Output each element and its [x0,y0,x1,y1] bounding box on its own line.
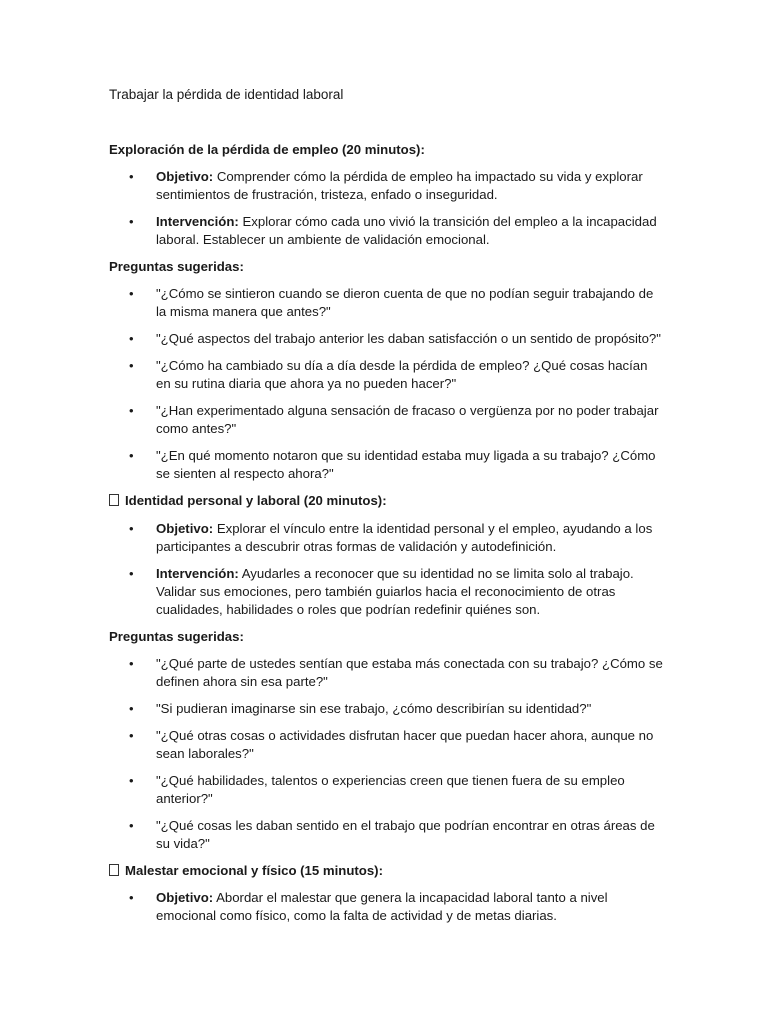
list-item [0,213,768,249]
question-item [0,700,768,718]
question-item [0,817,768,853]
question-text: "¿Cómo se sintieron cuando se dieron cuenta de que no podían seguir trabajando de la misma manera que antes?" [156,286,654,319]
list-item [0,168,768,204]
section2-questions-list [0,655,768,862]
question-item [0,402,768,438]
item-label: Objetivo: [156,169,214,184]
section1-items-list [0,168,768,258]
bullet-icon: • [129,286,134,301]
question-item [0,655,768,691]
questions-heading-2: Preguntas sugeridas: [109,629,244,644]
question-text: "¿En qué momento notaron que su identidad estaba muy ligada a su trabajo? ¿Cómo se sienten al respecto ahora?" [156,448,656,481]
missing-glyph-icon [109,494,119,506]
item-label: Objetivo: [156,890,214,905]
question-text: "¿Cómo ha cambiado su día a día desde la pérdida de empleo? ¿Qué cosas hacían en su rutina diaria que ahora ya no pueden hacer?" [156,358,648,391]
item-text: Abordar el malestar que genera la incapacidad laboral tanto a nivel emocional como físico, como la falta de actividad y de metas diarias. [156,890,608,923]
bullet-icon: • [129,403,134,418]
section-heading-exploracion: Exploración de la pérdida de empleo (20 minutos): [109,142,425,157]
missing-glyph-icon [109,864,119,876]
section-heading-identidad: Identidad personal y laboral (20 minutos): [109,492,387,510]
bullet-icon: • [129,521,134,536]
list-item [0,565,768,619]
item-text: Comprender cómo la pérdida de empleo ha impactado su vida y explorar sentimientos de frustración, tristeza, enfado o inseguridad. [156,169,643,202]
question-text: "Si pudieran imaginarse sin ese trabajo, ¿cómo describirían su identidad?" [156,701,592,716]
item-label: Intervención: [156,214,239,229]
question-item [0,447,768,483]
bullet-icon: • [129,890,134,905]
document-title: Trabajar la pérdida de identidad laboral [109,87,344,102]
bullet-icon: • [129,566,134,581]
bullet-icon: • [129,214,134,229]
item-label: Objetivo: [156,521,214,536]
section1-questions-list [0,285,768,492]
bullet-icon: • [129,701,134,716]
item-text: Ayudarles a reconocer que su identidad no se limita solo al trabajo. Validar sus emociones, pero también guiarlos hacia el reconocimiento de otras cualidades, habilidades o roles que podrían redefinir quiénes son. [156,566,634,617]
section3-items-list [0,889,768,934]
question-text: "¿Qué cosas les daban sentido en el trabajo que podrían encontrar en otras áreas de su vida?" [156,818,655,851]
item-text: Explorar cómo cada uno vivió la transición del empleo a la incapacidad laboral. Establecer un ambiente de validación emocional. [156,214,657,247]
question-text: "¿Qué habilidades, talentos o experiencias creen que tienen fuera de su empleo anterior?" [156,773,625,806]
question-item [0,772,768,808]
question-item [0,330,768,348]
list-item [0,889,768,925]
section-heading-malestar: Malestar emocional y físico (15 minutos): [109,862,383,880]
bullet-icon: • [129,773,134,788]
bullet-icon: • [129,728,134,743]
bullet-icon: • [129,448,134,463]
bullet-icon: • [129,656,134,671]
item-text: Explorar el vínculo entre la identidad personal y el empleo, ayudando a los participantes a descubrir otras formas de validación y autodefinición. [156,521,653,554]
question-item [0,727,768,763]
question-text: "¿Han experimentado alguna sensación de fracaso o vergüenza por no poder trabajar como antes?" [156,403,659,436]
question-item [0,285,768,321]
question-text: "¿Qué aspectos del trabajo anterior les daban satisfacción o un sentido de propósito?" [156,331,661,346]
section2-items-list [0,520,768,628]
question-text: "¿Qué otras cosas o actividades disfrutan hacer que puedan hacer ahora, aunque no sean laborales?" [156,728,654,761]
questions-heading-1: Preguntas sugeridas: [109,259,244,274]
question-text: "¿Qué parte de ustedes sentían que estaba más conectada con su trabajo? ¿Cómo se definen ahora sin esa parte?" [156,656,663,689]
bullet-icon: • [129,818,134,833]
bullet-icon: • [129,358,134,373]
list-item [0,520,768,556]
question-item [0,357,768,393]
item-label: Intervención: [156,566,239,581]
bullet-icon: • [129,169,134,184]
bullet-icon: • [129,331,134,346]
